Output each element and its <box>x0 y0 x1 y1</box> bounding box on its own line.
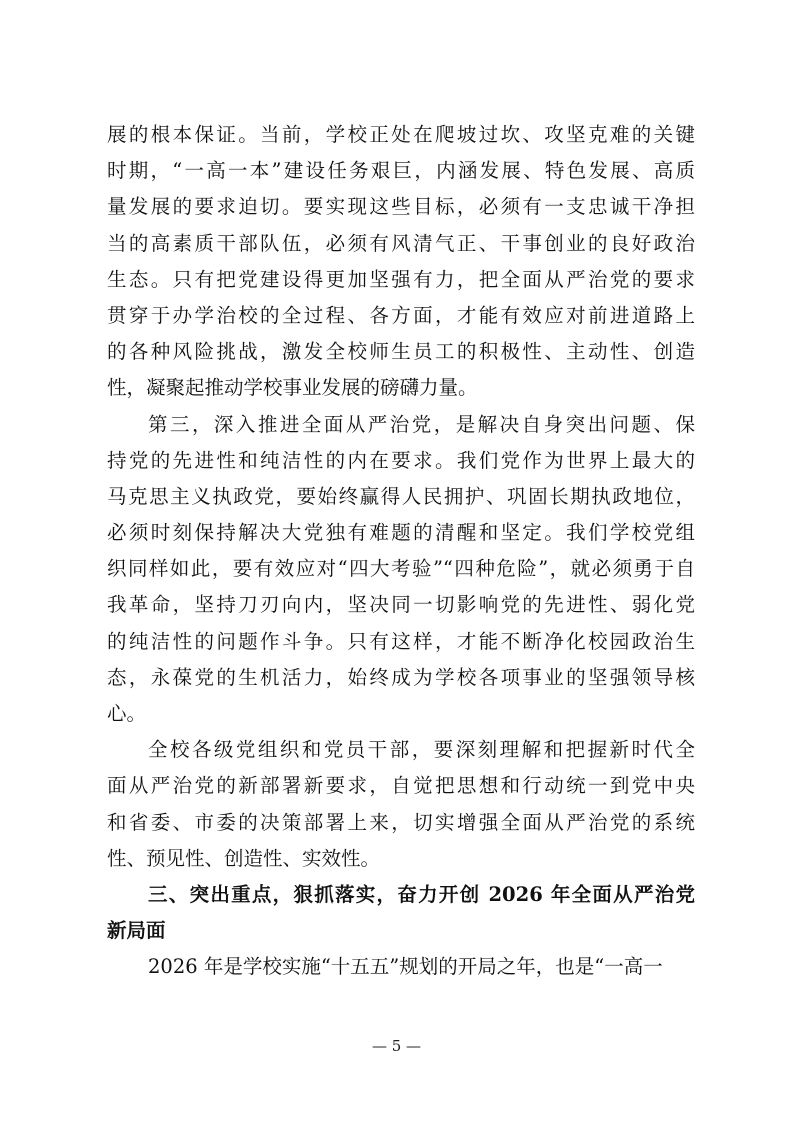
paragraph-line: 全校各级党组织和党员干部，要深刻理解和把握新时代全 <box>148 738 695 762</box>
paragraph-line: 性、预见性、创造性、实效性。 <box>107 846 381 870</box>
paragraph-line: 必须时刻保持解决大党独有难题的清醒和坚定。我们学校党组 <box>107 521 695 545</box>
section-heading: 三、突出重点，狠抓落实，奋力开创 2026 年全面从严治党 <box>148 882 695 906</box>
paragraph-line: 持党的先进性和纯洁性的内在要求。我们党作为世界上最大的 <box>107 448 695 472</box>
paragraph-line: 生态。只有把党建设得更加坚强有力，把全面从严治党的要求 <box>107 267 695 291</box>
paragraph-line: 面从严治党的新部署新要求，自觉把思想和行动统一到党中央 <box>107 774 695 798</box>
page-number: — 5 — <box>371 1037 422 1055</box>
paragraph-line: 马克思主义执政党，要始终赢得人民拥护、巩固长期执政地位， <box>107 484 695 508</box>
section-heading: 新局面 <box>107 919 166 943</box>
paragraph-line: 第三，深入推进全面从严治党，是解决自身突出问题、保 <box>148 412 695 436</box>
paragraph-line: 的各种风险挑战，激发全校师生员工的积极性、主动性、创造 <box>107 340 695 364</box>
paragraph-line: 的纯洁性的问题作斗争。只有这样，才能不断净化校园政治生 <box>107 629 695 653</box>
paragraph-line: 展的根本保证。当前，学校正处在爬坡过坎、攻坚克难的关键 <box>107 123 695 146</box>
paragraph-line: 和省委、市委的决策部署上来，切实增强全面从严治党的系统 <box>107 810 695 834</box>
paragraph-line: 性，凝聚起推动学校事业发展的磅礴力量。 <box>107 376 478 400</box>
paragraph-line: 我革命，坚持刀刃向内，坚决同一切影响党的先进性、弱化党 <box>107 593 695 617</box>
paragraph-line: 态，永葆党的生机活力，始终成为学校各项事业的坚强领导核 <box>107 665 695 689</box>
paragraph-line: 贯穿于办学治校的全过程、各方面，才能有效应对前进道路上 <box>107 303 695 327</box>
paragraph-line: 心。 <box>107 702 147 725</box>
paragraph-line: 2026 年是学校实施“十五五”规划的开局之年，也是“一高一 <box>148 955 663 979</box>
paragraph-line: 织同样如此，要有效应对“四大考验”“四种危险”，就必须勇于自 <box>107 557 695 581</box>
paragraph-line: 时期，“一高一本”建设任务艰巨，内涵发展、特色发展、高质 <box>107 159 695 183</box>
paragraph-line: 当的高素质干部队伍，必须有风清气正、干事创业的良好政治 <box>107 231 695 255</box>
body-text <box>107 117 695 986</box>
paragraph-line: 量发展的要求迫切。要实现这些目标，必须有一支忠诚干净担 <box>107 195 695 219</box>
